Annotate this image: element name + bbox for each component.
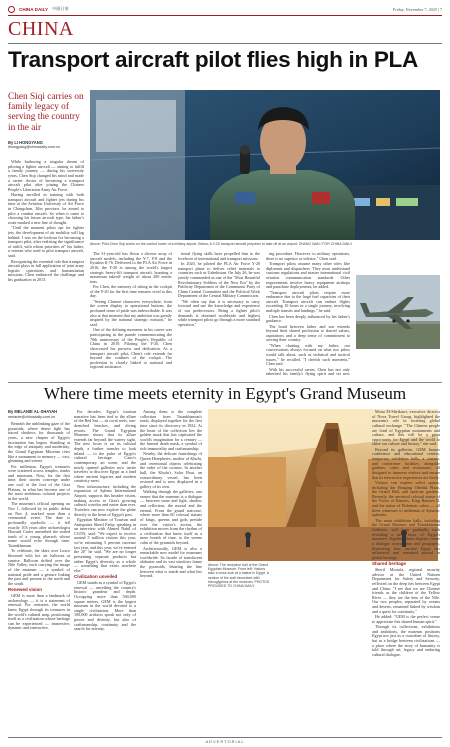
aircraft-photo xyxy=(356,275,440,349)
pilot-photo xyxy=(90,90,440,240)
paragraph: "Until the moment pilots opt for fighter jets, the development of air mobility will lag behind. I was on the lookout for becoming a transport pilot, after realizing the significance of airlift, with whom priorities of" his father, a veteran who used to pilot transport aircraft, said. xyxy=(8,225,84,259)
paragraph: Nearby, the delicate furnishings of Queen Hetepheres, mother of Khufu, and ceremonial objects celebrating the order of the cosmos. In another hall, the Khufu's Solar Boat, an extraordinary vessel, has been restored and is now displayed in a gallery of its own. xyxy=(140,451,202,489)
paragraph: Architecturally, GEM is also a remarkable new model for museums worldwide. Its facade of translucent alabaster and its vast windows frame the pyramids, blurring the line between what is inside and what lies beyond. xyxy=(140,545,202,579)
paragraph: While harboring a singular dream of piloting a fighter aircraft — aiming to fulfill a family journey — during his university years, Chen Siqi changed his mind and made a career choice of becoming a transport aircraft pilot after joining the Chinese People's Liberation Army Air Force. xyxy=(8,160,84,192)
paragraph: In 2020, he piloted the PLA Air Force Y-20 transport plane to deliver relief materials to countries such as Uzbekistan. On July 26, he was jointly commended as one of the "Most Beautiful Revolutionary Soldiers of the New Era" by the Publicity Department of the Communist Party of China Central Committee and the Political Work Department of the Central Military Commission. xyxy=(178,261,260,299)
masthead-chinese-name: 中國日報 xyxy=(52,6,69,11)
paragraph: Egyptian Minister of Tourism and Antiquities Sherif Fathy, speaking in an interview with Ahmed Nabil of CGTN, said: "We expect to receive around 5 million visitors this year, we're estimating 5 percent increase last year, and this year, we've entered the 20" he said. "We are no longer presenting separate products but rather Egypt's diversity as a whole — something that exists nowhere else." xyxy=(74,516,136,573)
paragraph: ing procedure. However, to military operations, there is no superior or inferior," Chen said. xyxy=(266,252,350,261)
section-separator xyxy=(8,382,442,383)
byline-name: By LI HONGYANG xyxy=(8,139,43,145)
article2-col3b xyxy=(274,563,346,735)
paragraph: He added: "GEM is the perfect venue to appreciate this shared human spirit." xyxy=(372,614,440,624)
paragraph: Beneath the unblinking gaze of the pyramids, where desert light has traced shadows for thousands of years, a new chapter of Egypt's fascination has begun. Standing at the edge of antiquity and modernity, the Grand Egyptian Museum rises like a monument to memory — vast, gleaming and serene. xyxy=(8,421,70,464)
photo2-caption xyxy=(208,563,270,588)
paragraph: With his successful career, Chen has not only inherited his family's flying spirit and set new xyxy=(266,366,350,377)
paragraph: The bond between father and son extends beyond their shared profession to shared values, aspirations and a deep sense of commitment to serving their country. xyxy=(266,323,350,343)
paragraph: For millennia, Egypt's treasures were scattered across temples, tombs and museums. Now, for the first time, their stories converge under one roof at the foot of the Giza Plateau, in what has become one of the most ambitious cultural projects in the world. xyxy=(8,463,70,501)
article2-col4 xyxy=(372,410,440,735)
article1-col3 xyxy=(178,252,260,377)
paragraph: Chen has been deeply influenced by his father's guidance. xyxy=(266,313,350,324)
article1-col5 xyxy=(356,252,440,272)
paragraph: tional flying skills have propelled him to the forefront of international and transport missions. xyxy=(178,252,260,261)
masthead xyxy=(8,6,69,13)
footer-advertorial: ADVERTORIAL xyxy=(205,739,245,744)
paragraph: Sherif Mostafa, regional security advisor at the United Nations Department for Safety and Security, reflected on the deep ties between Egypt and China: "I see that we are Chinese friends as the children of the Yellow River — they are the lens of the Nile. Our two peoples, separated by oceans and deserts, remained linked by wisdom and a quest for continuity." xyxy=(372,567,440,614)
paragraph: Among them is the complete collection from Tutankhamun's tomb, displayed together for the first time since its discovery in 1922. At the heart of the collection lies the golden mask that has captivated the world's imagination for a century — the funeral death mask, a symbol of rich immortality and craftsmanship. xyxy=(140,410,202,451)
article1-col1 xyxy=(8,160,84,375)
paragraph: Having enrolled in training with both transport aircraft and fighter jets during his time at the Aviation University of Air Force in Changchun, Jilin province, he aimed to pilot a combat aircraft. So when it came to choosing his future aircraft type, his father's route marked a new line of thought. xyxy=(8,192,84,225)
photo1-credit: ZHANG NAN / FOR CHINA DAILY xyxy=(298,242,353,246)
photo2-credit: PHOTOS PROVIDED TO CHINA DAILY xyxy=(208,579,270,589)
photo2-caption-text: Above: The reception hall of the Grand Egyptian Museum. From left: Visitors take a close look at a statue in Egypt. A section of the wall decorated with hieroglyphics at the museum. xyxy=(208,563,269,584)
article2-col2 xyxy=(74,410,136,735)
headline2: Where time meets eternity in Egypt's Grand Museum xyxy=(43,384,407,403)
paragraph: The museum's official opening on Nov 1, followed by its public debut on Nov 4, marked more than a ceremonial event. The date is profoundly symbolic — it fell exactly 103 years after archaeologist Howard Carter unearthed the sealed tomb of a young pharaoh whose name would echo through time: Tutankhamun. xyxy=(8,501,70,549)
transport-aircraft-image xyxy=(356,275,440,349)
headline: Transport aircraft pilot flies high in PLA xyxy=(8,47,418,72)
article1-col4 xyxy=(266,252,350,377)
byline2-email: melanie@chinadaily.com.cn xyxy=(8,414,56,419)
paragraph: The main exhibition halls, including the Grand Museum and Tutankhamun Galleries, will open gradually, each revealing a new layer of Egypt's narrative. Together, these displays create a dialogue across time and geography, illustrating how ancient Egypt has influenced and remained pivotal in global heritage. xyxy=(372,517,440,560)
section-title: CHINA xyxy=(8,18,74,40)
pilot-photo-image xyxy=(90,90,440,240)
top-bar xyxy=(8,3,442,15)
paragraph: Visitors can explore select spaces, including the Hanging Obelisk Plaza, the Grand Hall, and open-air gardens. Recently, the ancestral colossal statue of the Victor of Ramses, King Ramses II, and the statue of Ptolemaic rulers — all these witnesses to millennia of dynastic splendor. xyxy=(372,479,440,518)
paragraph: One of the defining moments in his career was participating in the parade commemorating the 70th anniversary of the People's Republic of China in 2019. Piloting the Y-20, Chen showcased his prowess and dedication. As a transport aircraft pilot, Chen's role extends far beyond the confines of the cockpit. The profession is closely linked to national and regional assistance. xyxy=(90,327,172,370)
paragraph: Walking through the galleries, one senses that the museum is a dialogue — between stone and light, shadow and reflection, the mortal and the eternal. From the grand staircase, where more than 60 colossal statues of kings, queens and gods preside over the visitor's ascent, the exhibition moves from the rhythm of a civilization that knew itself as a mere breath of time, to the serene calm of the pyramids beyond. xyxy=(140,489,202,546)
masthead-logo-icon xyxy=(8,6,15,13)
paragraph: "Seeing Chinese characters everywhere, from the screen display to operational buttons, the profound sense of pride was indescribable. It was also at that moment that my ambition was greatly inspired by the national strategic mission," he said. xyxy=(90,298,172,327)
article2-col1 xyxy=(8,410,70,735)
subhead-renewed-vision: Renewed vision xyxy=(8,587,43,593)
paragraph: GEM stands as a symbol of Egypt's renewal — unveiling the country's historic grandeur and depth. Occupying more than 500,000 square meters, GEM is the largest museum in the world devoted to a single civilization. More than 100,000 artifacts speak not only of power and divinity, but also of craftsmanship, continuity and the search for eternity. xyxy=(74,580,136,632)
paragraph: GEM is more than a landmark of archaeology — it is a statement of renewal. For centuries, the world knew Egypt through its treasures in the world's cultural map, positioning itself as a civilization whose heritage can be experienced — immersive, dynamic and interactive. xyxy=(8,593,70,631)
photo1-caption xyxy=(90,242,440,246)
paragraph: Through its collections, exhibitions and ambitions, the museum positions Egypt not just as a custodian of history, but as a bridge between civilizations — a place where the story of humanity is told through art, legacy and enduring cultural dialogue. xyxy=(372,624,440,657)
masthead-rule xyxy=(8,15,442,16)
deck xyxy=(8,92,84,150)
paragraph: Transport pilots assume many other roles like diplomats and dispatchers. They must understand customs regulations and master international civil aviation communication standards. Other requirements involve heavy equipment airdrops and parachute deployments, he added. xyxy=(266,261,350,290)
paragraph: Recognizing the essential role that transport aircraft plays in full application of joint army logistic operations and humanitarian missions, Chen embraced the challenge and his graduation in 2013. xyxy=(8,258,84,283)
paragraph: "We often say that it is necessary to carry forward and use the knowledge and experience of our predecessors. Being a fighter pilot's demands is obtained worldwide and highest while transport pilots go through a more standard operation." xyxy=(178,298,260,327)
paragraph: Mona El-Sheikawi, executive director of Nova Travel Group, highlighted the museum's role in fostering global cultural exchange. "The Chinese people are fond of Egyptian monuments and culture, and this will be a great opportunity for Egypt and the world to share our culture and history," she said. xyxy=(372,410,440,447)
photo1-caption-text: Above: Pilot Chen Siqi works on the control tower of a military airport. Below: A Y-20 transport aircraft prepares to take off at an airport. xyxy=(90,242,298,246)
byline-email: lihongyang@chinadaily.com.cn xyxy=(8,145,61,150)
footer-rule xyxy=(8,737,442,738)
date-page: Friday, November 7, 2025 | 7 xyxy=(392,6,442,12)
paragraph: To celebrate, the skies over Luxor bloomed with hot air balloons at sunrise. Balloons drifted over the Nile Valley, each carrying the image of the museum — a symbol of national pride and a gesture linking the past and present to the north and the south. xyxy=(8,548,70,586)
article2-col3 xyxy=(140,410,202,735)
paragraph: For Chen, the memory of sitting in the cockpit of the Y-20 for the first time remains vivid to this day. xyxy=(90,284,172,299)
article1-col2 xyxy=(90,252,172,377)
masthead-name: CHINA DAILY xyxy=(19,6,49,12)
section-rule xyxy=(8,43,442,44)
byline2 xyxy=(8,410,70,419)
subhead-shared-heritage: Shared heritage xyxy=(372,561,407,567)
paragraph: For decades, Egypt's tourism narrative has been tied to the allure of the Red Sea — its coral reefs, sun-drenched beaches, and diving resorts. The Grand Egyptian Museum shows that its allure extends far beyond the watery sight. The new focus is on its cultural depth, a further transfer to look inland — to the pulse of Egypt's cultural heritage. Cairo's contemporary art scene, and the newly opened galleries now invite travelers to discover Egypt as a land where ancient legacies and modern creativity meet. xyxy=(74,410,136,484)
paragraph: "When chatting with my father, our conversations always focused on what two pilots would talk about, such as technical and tactical issues," he recalled. "I cherish such moments," Chen said. xyxy=(266,342,350,367)
byline xyxy=(8,141,84,150)
paragraph: The 31-year-old has flown a diverse array of aircraft models, including the Y-7, Y-8 and the Ilyushin Il-76. Delivered to the PLA Air Force in 2016, the Y-20 is among the world's largest strategic heavy-lift transport aircraft, boasting a maximum takeoff weight of about 200 metric tons. xyxy=(90,252,172,284)
deck-text: Chen Siqi carries on family legacy of serving the country in the air xyxy=(8,92,84,133)
paragraph: "Transport aircraft pilots require more endurance due to the large fuel capacities of their aircraft. Transport aircraft can endure flights exceeding 10 hours in a single journey, involving multiple transits and landings," he said. xyxy=(266,289,350,314)
paragraph: Beyond its galleries, GEM houses conference and educational centers, temporary exhibition halls, a cinema, and conference facilities, alongside gardens, cafes and restaurants, all designed to immerse visitors and ensure that its interactive experiences are lively. xyxy=(372,446,440,480)
byline2-name: By MELANIE AL-SHAYAH xyxy=(8,410,58,414)
subhead-civilization-unveiled: Civilization unveiled xyxy=(74,574,118,580)
paragraph: New infrastructure, including the expansion of Sphinx International Airport, supports this broader vision, making access to Giza's growing cultural corridor and easier than ever. Travelers can now explore the globe directly to the heart of Egypt's past. xyxy=(74,483,136,517)
